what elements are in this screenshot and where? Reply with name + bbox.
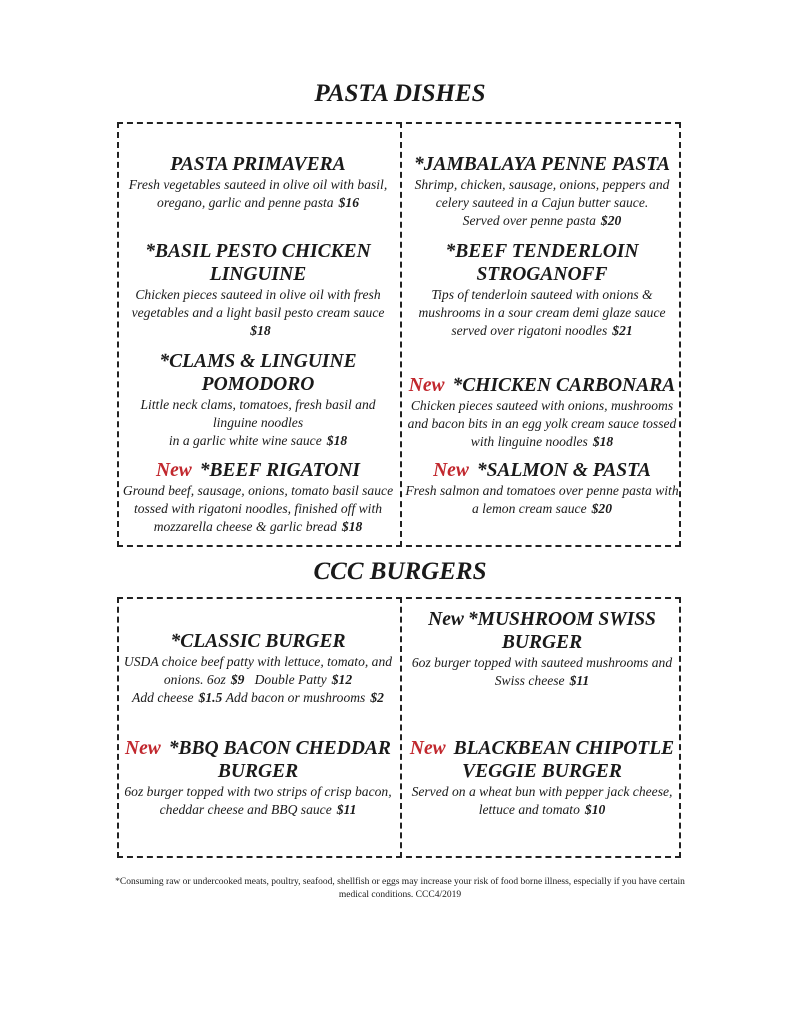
price: $18 bbox=[592, 434, 614, 449]
price: $10 bbox=[584, 802, 606, 817]
menu-item-description bbox=[116, 432, 400, 450]
menu-item-name-text: VEGGIE BURGER bbox=[462, 761, 622, 782]
description-text: a lemon cream sauce bbox=[471, 501, 587, 516]
menu-item-description bbox=[116, 194, 400, 212]
menu-item-name bbox=[400, 631, 684, 654]
menu-item-description bbox=[116, 518, 400, 536]
description-text: Chicken pieces sauteed with onions, mushrooms bbox=[410, 398, 674, 413]
menu-item-description bbox=[400, 783, 684, 801]
description-text: Served on a wheat bun with pepper jack cheese, bbox=[411, 784, 673, 799]
menu-item-description bbox=[400, 322, 684, 340]
description-text: celery sauteed in a Cajun butter sauce. bbox=[435, 195, 649, 210]
price: $11 bbox=[569, 673, 590, 688]
description-text: mushrooms in a sour cream demi glaze sauce bbox=[418, 305, 666, 320]
menu-item-description bbox=[116, 396, 400, 414]
description-text: Tips of tenderloin sauteed with onions & bbox=[431, 287, 653, 302]
menu-item-description bbox=[400, 654, 684, 672]
new-badge: New bbox=[409, 738, 446, 759]
menu-item-description bbox=[116, 176, 400, 194]
pasta-section-title: PASTA DISHES bbox=[314, 80, 486, 107]
menu-item-description bbox=[116, 783, 400, 801]
price: $1.5 bbox=[198, 690, 223, 705]
menu-item-name-text: *MUSHROOM SWISS bbox=[467, 609, 656, 630]
description-text: cheddar cheese and BBQ sauce bbox=[159, 802, 332, 817]
menu-item-name bbox=[116, 737, 400, 760]
menu-item-name bbox=[116, 760, 400, 783]
description-text: Shrimp, chicken, sausage, onions, peppers and bbox=[414, 177, 670, 192]
menu-item-description bbox=[400, 212, 684, 230]
menu-item-description bbox=[116, 304, 400, 322]
menu-item bbox=[400, 153, 684, 230]
description-text: Little neck clams, tomatoes, fresh basil and bbox=[140, 397, 376, 412]
menu-item-name-text: *CHICKEN CARBONARA bbox=[452, 375, 676, 396]
menu-item-name-text: STROGANOFF bbox=[476, 264, 608, 285]
menu-item-description bbox=[400, 482, 684, 500]
menu-item-name bbox=[116, 263, 400, 286]
menu-item bbox=[116, 350, 400, 450]
description-text: linguine noodles bbox=[212, 415, 304, 430]
menu-item-name-text: *BBQ BACON CHEDDAR bbox=[168, 738, 391, 759]
menu-item-name-text: POMODORO bbox=[201, 374, 315, 395]
description-text: onions. 6oz bbox=[163, 672, 226, 687]
menu-item-name bbox=[116, 373, 400, 396]
menu-item bbox=[400, 608, 684, 690]
description-text: with linguine noodles bbox=[470, 434, 588, 449]
menu-item bbox=[116, 737, 400, 819]
description-text: 6oz burger topped with sauteed mushrooms and bbox=[411, 655, 673, 670]
description-text: mozzarella cheese & garlic bread bbox=[153, 519, 337, 534]
menu-item-name bbox=[400, 608, 684, 631]
menu-item-name bbox=[116, 630, 400, 653]
menu-item-description bbox=[400, 194, 684, 212]
description-text: and bacon bits in an egg yolk cream sauce tossed bbox=[407, 416, 677, 431]
menu-item bbox=[400, 459, 684, 518]
menu-item-name-text: BURGER bbox=[217, 761, 299, 782]
menu-item-description bbox=[400, 397, 684, 415]
price: $9 bbox=[230, 672, 245, 687]
menu-item bbox=[400, 374, 684, 451]
menu-item-description bbox=[400, 304, 684, 322]
description-text: served over rigatoni noodles bbox=[451, 323, 608, 338]
menu-item bbox=[116, 240, 400, 340]
menu-item-description bbox=[116, 653, 400, 671]
menu-item bbox=[116, 630, 400, 707]
menu-item-description bbox=[116, 286, 400, 304]
description-text: Double Patty bbox=[244, 672, 327, 687]
description-text: 6oz burger topped with two strips of crisp bacon, bbox=[124, 784, 392, 799]
menu-item-name bbox=[400, 737, 684, 760]
price: $21 bbox=[612, 323, 633, 338]
price: $20 bbox=[600, 213, 622, 228]
menu-item-description bbox=[400, 801, 684, 819]
menu-item-name-text: *SALMON & PASTA bbox=[476, 460, 651, 481]
menu-item-description bbox=[400, 415, 684, 433]
menu-item bbox=[116, 459, 400, 536]
menu-item-name bbox=[400, 263, 684, 286]
menu-item-description bbox=[400, 672, 684, 690]
price: $16 bbox=[338, 195, 359, 210]
description-text: tossed with rigatoni noodles, finished off with bbox=[133, 501, 383, 516]
description-text: Add cheese bbox=[132, 690, 194, 705]
menu-item-name-text: *JAMBALAYA PENNE PASTA bbox=[413, 154, 671, 175]
menu-item bbox=[116, 153, 400, 212]
menu-item-description bbox=[400, 500, 684, 518]
menu-item bbox=[400, 240, 684, 340]
burgers-section-title: CCC BURGERS bbox=[313, 558, 487, 585]
description-text: Swiss cheese bbox=[494, 673, 565, 688]
menu-item-description bbox=[400, 286, 684, 304]
menu-item-name bbox=[400, 760, 684, 783]
description-text: in a garlic white wine sauce bbox=[168, 433, 322, 448]
description-text: oregano, garlic and penne pasta bbox=[157, 195, 334, 210]
menu-item-description bbox=[116, 482, 400, 500]
menu-item-name bbox=[400, 459, 684, 482]
new-badge: New bbox=[156, 460, 192, 481]
menu-item-description bbox=[116, 322, 400, 340]
description-text: Add bacon or mushrooms bbox=[222, 690, 366, 705]
menu-item-name-text: BURGER bbox=[501, 632, 583, 653]
price: $2 bbox=[370, 690, 384, 705]
menu-item-name bbox=[116, 459, 400, 482]
menu-item-name-text: LINGUINE bbox=[209, 264, 307, 285]
price: $20 bbox=[591, 501, 613, 516]
price: $18 bbox=[250, 323, 271, 338]
footnote-line: medical conditions. CCC4/2019 bbox=[338, 890, 462, 900]
menu-item-name-text: *BEEF RIGATONI bbox=[199, 460, 360, 481]
menu-item-name bbox=[116, 350, 400, 373]
menu-item-name bbox=[400, 374, 684, 397]
price: $18 bbox=[341, 519, 363, 534]
menu-item-name bbox=[400, 240, 684, 263]
menu-item-name-text: *BASIL PESTO CHICKEN bbox=[145, 241, 371, 262]
menu-item-description bbox=[116, 414, 400, 432]
price: $11 bbox=[336, 802, 357, 817]
description-text: lettuce and tomato bbox=[478, 802, 580, 817]
description-text: Fresh vegetables sauteed in olive oil with basil, bbox=[128, 177, 388, 192]
footnote bbox=[110, 876, 690, 902]
new-badge: New bbox=[433, 460, 469, 481]
menu-item-description bbox=[400, 176, 684, 194]
new-badge: New bbox=[428, 609, 464, 630]
description-text: USDA choice beef patty with lettuce, tomato, and bbox=[123, 654, 393, 669]
menu-item bbox=[400, 737, 684, 819]
description-text: Chicken pieces sauteed in olive oil with fresh bbox=[135, 287, 381, 302]
new-badge: New bbox=[125, 738, 161, 759]
price: $12 bbox=[331, 672, 353, 687]
description-text: Fresh salmon and tomatoes over penne pasta with bbox=[405, 483, 679, 498]
footnote-line: *Consuming raw or undercooked meats, poultry, seafood, shellfish or eggs may increase your risk of food borne illness, especially if you have certain bbox=[115, 877, 685, 887]
menu-item-description bbox=[116, 500, 400, 518]
new-badge: New bbox=[408, 375, 445, 396]
menu-item-name bbox=[400, 153, 684, 176]
menu-item-name-text: BLACKBEAN CHIPOTLE bbox=[453, 738, 675, 759]
menu-item-description bbox=[116, 801, 400, 819]
menu-item-description bbox=[116, 671, 400, 689]
menu-item-description bbox=[116, 689, 400, 707]
price: $18 bbox=[326, 433, 348, 448]
menu-item-name-text: PASTA PRIMAVERA bbox=[170, 154, 346, 175]
description-text: Served over penne pasta bbox=[462, 213, 596, 228]
menu-item-name-text: *BEEF TENDERLOIN bbox=[445, 241, 639, 262]
menu-item-name bbox=[116, 153, 400, 176]
menu-item-name-text: *CLASSIC BURGER bbox=[170, 631, 346, 652]
menu-item-description bbox=[400, 433, 684, 451]
menu-item-name bbox=[116, 240, 400, 263]
menu-item-name-text: *CLAMS & LINGUINE bbox=[159, 351, 357, 372]
description-text: vegetables and a light basil pesto cream sauce bbox=[131, 305, 385, 320]
description-text: Ground beef, sausage, onions, tomato basil sauce bbox=[122, 483, 394, 498]
